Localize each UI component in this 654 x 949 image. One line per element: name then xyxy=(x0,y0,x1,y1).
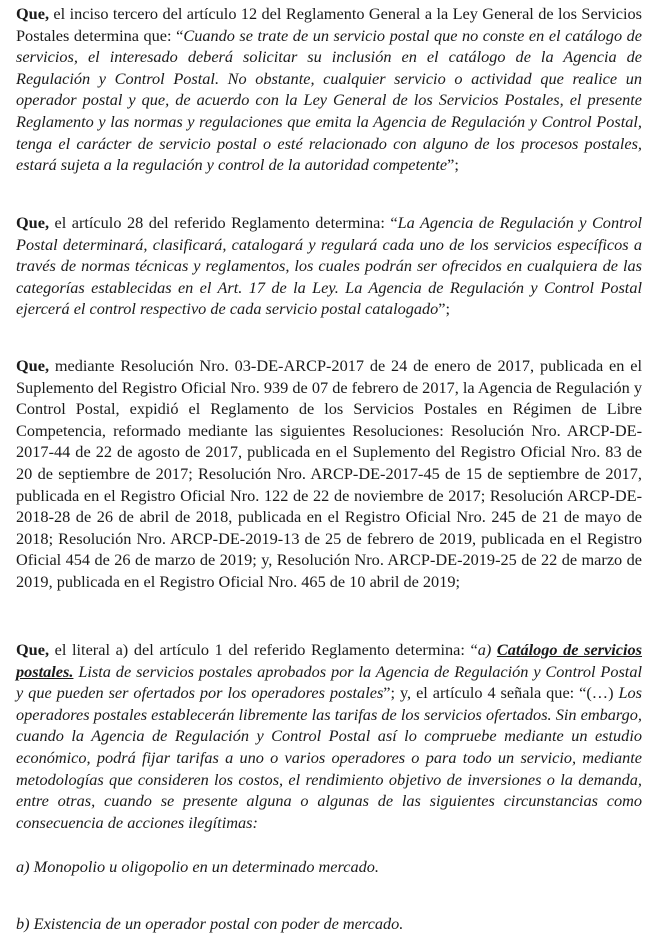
paragraph-inciso-tercero xyxy=(16,3,642,176)
paragraph-lead: Que, xyxy=(16,356,50,375)
paragraph-text: el artículo 28 del referido Reglamento determina: “ xyxy=(49,213,398,232)
paragraph-literal-a xyxy=(16,639,642,833)
list-item-b: b) Existencia de un operador postal con poder de mercado. xyxy=(16,914,404,933)
paragraph-lead: Que, xyxy=(16,640,50,659)
paragraph-lead: Que, xyxy=(16,4,50,23)
quoted-text: Cuando se trate de un servicio postal que no conste en el catálogo de servicios, el interesado deberá solicitar su inclusión en el catálogo de la Agencia de Regulación y Control Postal. No obstante, cualquier servicio o actividad que realice un operador postal y que, de acuerdo con la Ley General de los Servicios Postales, el presente Reglamento y las normas y regulaciones que emita la Agencia de Regulación y Control Postal, tenga el carácter de servicio postal o esté relacionado con alguno de los procesos postales, estará sujeta a la regulación y control de la autoridad competente xyxy=(16,25,642,175)
quoted-text: Los operadores postales establecerán libremente las tarifas de los servicios ofertados. Sin embargo, cuando la Agencia de Regulación y Control Postal así lo compruebe mediante un estudio económico, podrá fijar tarifas a uno o varios operadores o para todo un servicio, mediante metodologías que consideren los costos, el rendimiento objetivo de inversiones o la demanda, entre otras, cuando se presente alguna o algunas de las siguientes circunstancias como consecuencia de acciones ilegítimas: xyxy=(16,683,642,832)
quoted-text: a) xyxy=(477,640,497,659)
quote-end: ”; xyxy=(438,299,451,319)
quote-end: ”; xyxy=(447,155,459,175)
list-item-a: a) Monopolio u oligopolio en un determinado mercado. xyxy=(16,857,379,876)
paragraph-lead: Que, xyxy=(16,213,50,232)
quoted-text: La Agencia de Regulación y Control Postal determinará, clasificará, catalogará y regulará cada uno de los servicios específicos a través de normas técnicas y reglamentos, los cuales podrán ser ofrecidos en cualquiera de las categorías establecidas en el Art. 17 de la Ley. La Agencia de Regulación y Control Postal ejercerá el control respectivo de cada servicio postal catalogado xyxy=(16,213,643,319)
defined-term: Catálogo de servicios postales. xyxy=(16,640,642,681)
paragraph-text: el inciso tercero del artículo 12 del Reglamento General a la Ley General de los Servicios Postales determina que: “ xyxy=(16,4,642,45)
quoted-text: Lista de servicios postales aprobados por la Agencia de Regulación y Control Postal y que pueden ser ofertados por los operadores postales xyxy=(16,661,642,703)
paragraph-text: mediante Resolución Nro. 03-DE-ARCP-2017 de 24 de enero de 2017, publicada en el Suplemento del Registro Oficial Nro. 939 de 07 de febrero de 2017, la Agencia de Regulación y Control Postal, expidió el Reglamento de los Servicios Postales en Régimen de Libre Competencia, reformado mediante las siguientes Resoluciones: Resolución Nro. ARCP-DE-2017-44 de 22 de agosto de 2017, publicada en el Suplemento del Registro Oficial Nro. 83 de 20 de septiembre de 2017; Resolución Nro. ARCP-DE-2017-45 de 15 de septiembre de 2017, publicada en el Registro Oficial Nro. 122 de 22 de noviembre de 2017; Resolución ARCP-DE-2018-28 de 26 de abril de 2018, publicada en el Registro Oficial Nro. 245 de 21 de mayo de 2018; Resolución Nro. ARCP-DE-2019-13 de 25 de febrero de 2019, publicada en el Registro Oficial 454 de 26 de marzo de 2019; y, Resolución Nro. ARCP-DE-2019-25 de 22 de marzo de 2019, publicada en el Registro Oficial Nro. 465 de 10 abril de 2019; xyxy=(16,356,642,591)
paragraph-articulo-28 xyxy=(16,212,642,320)
paragraph-resolucion xyxy=(16,355,642,593)
paragraph-text: ”; y, el artículo 4 señala que: “(…) xyxy=(383,683,619,703)
paragraph-text: el literal a) del artículo 1 del referido Reglamento determina: “ xyxy=(49,640,478,659)
